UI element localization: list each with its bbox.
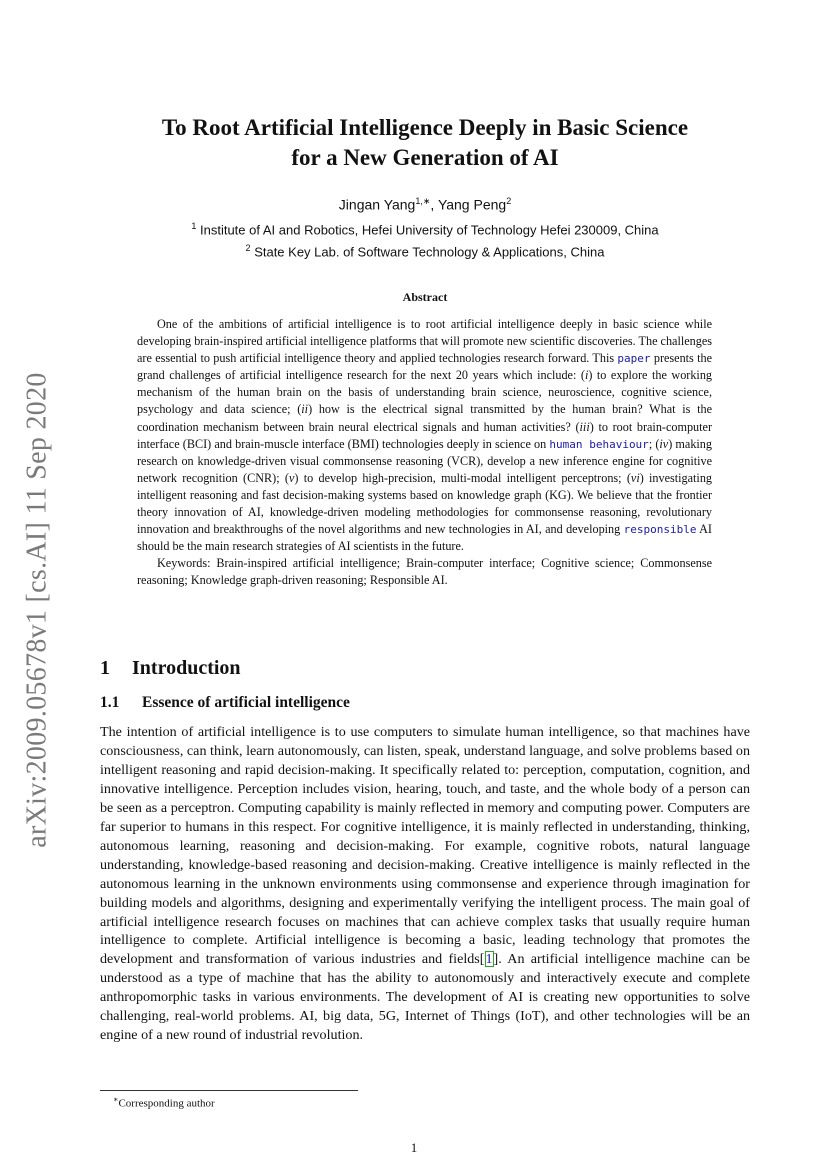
affiliation-2-text: State Key Lab. of Software Technology & Applications, China <box>254 244 605 260</box>
title-line-2: for a New Generation of AI <box>291 145 559 170</box>
abstract-text: ) making research on knowledge-driven visual commonsense reasoning (VCR), develop a new inference engine for cognitive network recognition (CNR); ( <box>137 436 712 485</box>
list-marker: ii <box>301 402 309 417</box>
body-paragraph <box>100 723 750 1045</box>
affiliation-1 <box>100 217 750 239</box>
responsible-link[interactable]: responsible <box>623 523 697 537</box>
abstract-text: One of the ambitions of artificial intelligence is to root artificial intelligence deeply in basic science while developing brain-inspired artificial intelligence platforms that will promote new scientific discoveries. The challenges are essential to push artificial intelligence theory and applied technologies research forward. This <box>137 317 712 366</box>
affiliation-1-superscript: 1 <box>191 220 197 231</box>
section-title: Introduction <box>132 657 241 679</box>
abstract-text: ) investigating intelligent reasoning and fast decision-making systems based on knowledge graph (KG). We believe that the frontier theory innovation of AI, knowledge-driven modeling methodologies for commonsense reasoning, revolutionary innovation and breakthroughs of the novel algorithms and new technologies in AI, and developing <box>137 470 713 537</box>
footnote-mark: ∗ <box>113 1095 119 1104</box>
list-marker: iii <box>579 419 590 434</box>
abstract-paragraph <box>137 316 712 555</box>
arxiv-id-text: arXiv:2009.05678v1 [cs.AI] 11 Sep 2020 <box>22 372 54 848</box>
affiliation-2-superscript: 2 <box>245 242 251 253</box>
abstract-text: ) to develop high-precision, multi-modal intelligent perceptrons; ( <box>294 470 631 485</box>
human-behaviour-link[interactable]: human behaviour <box>549 437 649 451</box>
list-marker: i <box>584 368 589 383</box>
abstract-text: AI should be the main research strategies of AI scientists in the future. <box>137 522 712 554</box>
body-text: . An artificial intelligence machine can be understood as a type of machine that has the ability to autonomously and interactively execute and complete anthropomorphic tasks in various environments. The development of AI is creating new opportunities to solve challenging, real-world problems. AI, big data, 5G, Internet of Things (IoT), and other technologies will be an engine of a new round of industrial revolution. <box>100 951 750 1044</box>
author-names <box>100 192 750 215</box>
body-text: The intention of artificial intelligence is to use computers to simulate human intelligence, so that machines have consciousness, can think, learn autonomously, can listen, speak, understand language, and solve problems based on intelligent reasoning and rapid decision-making. It specifically related to: perception, computation, cognition, and innovative intelligence. Perception includes vision, hearing, touch, and taste, and the whole body of a person can be seen as a perceptron. Computing capability is mainly reflected in memory and computing power. Computers are far superior to humans in this respect. For cognitive intelligence, it is mainly reflected in understanding, thinking, autonomous learning, reasoning and decision-making. For example, cognitive robots, natural language understanding, knowledge-based reasoning and decision-making. Creative intelligence is mainly reflected in the autonomous learning in the unknown environments using commonsense and experience through imagination for building models and algorithms, designing and experimentally verifying the intelligent process. The main goal of artificial intelligence research focuses on machines that can achieve complex tasks that usually require human intelligence to complete. Artificial intelligence is becoming a basic, leading technology that promotes the development and transformation of various industries and fields <box>100 724 750 968</box>
abstract-body <box>137 316 712 590</box>
list-marker: iv <box>659 436 669 451</box>
paper-title <box>100 113 750 173</box>
footnote <box>113 1095 215 1110</box>
author-separator: , <box>430 196 438 213</box>
footnote-divider <box>100 1090 358 1091</box>
abstract-text: ) to root brain-computer interface (BCI) and brain-muscle interface (BMI) technologies deeply in science on <box>137 419 712 451</box>
keywords: Keywords: Brain-inspired artificial intelligence; Brain-computer interface; Cognitive science; Commonsense reasoning; Knowledge graph-driven reasoning; Responsible AI. <box>137 556 712 588</box>
paper-link[interactable]: paper <box>617 352 651 366</box>
list-marker: vi <box>630 470 640 485</box>
abstract-text: presents the grand challenges of artificial intelligence research for the next 20 years which include: ( <box>137 351 712 383</box>
subsection-heading <box>100 694 350 712</box>
abstract-text: ) how is the electrical signal transmitted by the human brain? What is the coordination mechanism between brain neural electrical signals and human activities? ( <box>137 402 712 434</box>
arxiv-identifier-stamp <box>18 370 58 850</box>
citation-link[interactable]: 1 <box>485 951 493 968</box>
author-2-superscript: 2 <box>506 196 512 206</box>
title-line-1: To Root Artificial Intelligence Deeply in Basic Science <box>161 115 689 140</box>
section-heading <box>100 657 241 680</box>
footnote-text: Corresponding author <box>118 1097 215 1110</box>
abstract-text: ) to explore the working mechanism of the human brain on the basis of understanding brain science, neuroscience, cognitive science, psychology and data science; ( <box>137 368 713 417</box>
author-1-superscript: 1,∗ <box>415 196 431 206</box>
affiliation-1-text: Institute of AI and Robotics, Hefei University of Technology Hefei 230009, China <box>200 221 659 237</box>
page-number: 1 <box>410 1140 418 1155</box>
subsection-title: Essence of artificial intelligence <box>142 694 350 711</box>
author-2-name: Yang Peng <box>437 196 507 213</box>
author-1-name: Jingan Yang <box>338 196 416 213</box>
abstract-heading: Abstract <box>402 290 448 304</box>
list-marker: v <box>288 470 295 485</box>
author-block <box>100 192 750 261</box>
section-number: 1 <box>100 657 110 679</box>
affiliation-2 <box>100 239 750 261</box>
abstract-text: ; ( <box>648 436 660 451</box>
intro-paragraph: The intention of artificial intelligence is to use computers to simulate human intelligence, so that machines have consciousness, can think, learn autonomously, can listen, speak, understand language, and solve problems based on intelligent reasoning and rapid decision-making. It specifically related to: perception, computation, cognition, and innovative intelligence. Perception includes vision, hearing, touch, and taste, and the whole body of a person can be seen as a perceptron. Computing capability is mainly reflected in memory and computing power. Computers are far superior to humans in this respect. For cognitive intelligence, it is mainly reflected in understanding, thinking, autonomous learning, reasoning and decision-making. For example, cognitive robots, natural language understanding, knowledge-based reasoning and decision-making. Creative intelligence is mainly reflected in the autonomous learning in the unknown environments using commonsense and experience through imagination for building models and algorithms, designing and experimentally verifying the intelligent process. The main goal of artificial intelligence research focuses on machines that can achieve complex tasks that usually require human intelligence to complete. Artificial intelligence is becoming a basic, leading technology that promotes the development and transformation of various industries and fields[1]. An artificial intelligence machine can be understood as a type of machine that has the ability to autonomously and interactively execute and complete anthropomorphic tasks in various environments. The development of AI is creating new opportunities to solve challenging, real-world problems. AI, big data, 5G, Internet of Things (IoT), and other technologies will be an engine of a new round of industrial revolution. <box>100 724 750 1044</box>
subsection-number: 1.1 <box>100 694 120 711</box>
